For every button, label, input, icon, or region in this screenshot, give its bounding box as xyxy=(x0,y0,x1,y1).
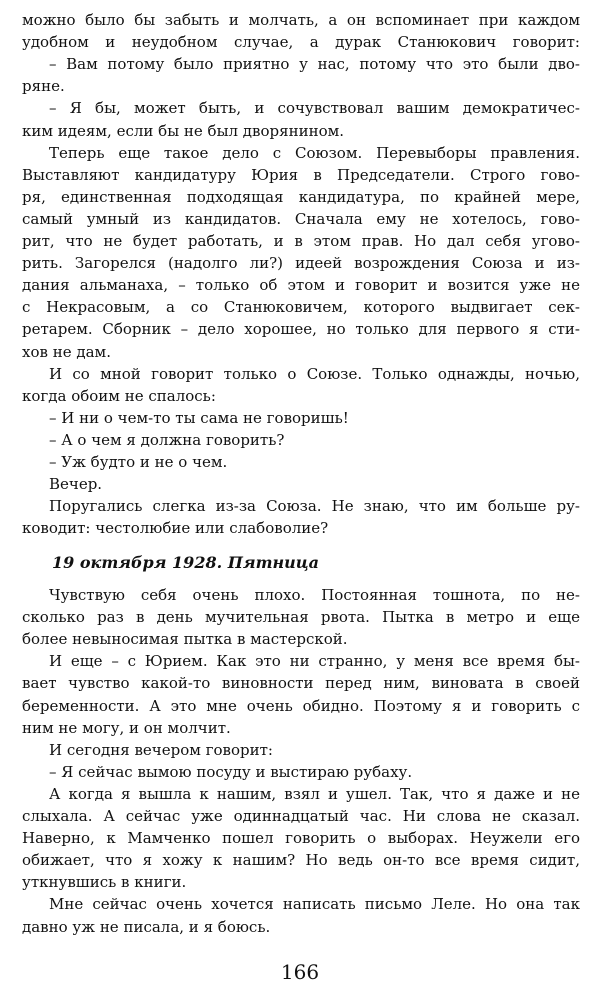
text-line: ретарем. Сборник – дело хорошее, но только для первого я сти- xyxy=(22,320,580,339)
text-line: Теперь еще такое дело с Союзом. Перевыборы правления. xyxy=(49,143,580,162)
text-line: беременности. А это мне очень обидно. Поэтому я и говорить с xyxy=(22,696,580,715)
text-line: дания альманаха, – только об этом и говорит и возится уже не xyxy=(22,276,580,295)
text-line: ряне. xyxy=(22,77,65,96)
text-line: Поругались слегка из-за Союза. Не знаю, что им больше ру- xyxy=(49,497,580,516)
text-line: – Вам потому было приятно у нас, потому что это были дво- xyxy=(49,55,580,74)
text-line: И со мной говорит только о Союзе. Только однажды, ночью, xyxy=(49,364,580,383)
text-line: давно уж не писала, и я боюсь. xyxy=(22,917,271,936)
text-line: ним не могу, и он молчит. xyxy=(22,718,231,737)
text-line: когда обоим не спалось: xyxy=(22,386,216,405)
text-line: И сегодня вечером говорит: xyxy=(49,740,273,759)
text-line: рит, что не будет работать, и в этом прав. Но дал себя угово- xyxy=(22,232,580,250)
date-heading: 19 октября 1928. Пятница xyxy=(52,553,320,572)
text-line: более невыносимая пытка в мастерской. xyxy=(22,630,348,649)
text-line: ководит: честолюбие или слабоволие? xyxy=(22,519,329,538)
text-line: ким идеям, если бы не был дворянином. xyxy=(22,121,345,140)
text-line: хов не дам. xyxy=(22,342,111,361)
text-line: удобном и неудобном случае, а дурак Станюкович говорит: xyxy=(22,33,580,52)
text-line: Мне сейчас очень хочется написать письмо Леле. Но она так xyxy=(49,895,580,914)
text-line: А когда я вышла к нашим, взял и ушел. Так, что я даже и не xyxy=(49,784,580,803)
text-line: – Уж будто и не о чем. xyxy=(49,453,228,471)
text-line: – А о чем я должна говорить? xyxy=(49,430,285,449)
text-line: вает чувство какой-то виновности перед ним, виновата в своей xyxy=(22,674,580,693)
text-line: можно было бы забыть и молчать, а он вспоминает при каждом xyxy=(22,11,580,29)
text-line: слыхала. А сейчас уже одиннадцатый час. Ни слова не сказал. xyxy=(22,807,580,825)
text-line: обижает, что я хожу к нашим? Но ведь он-то все время сидит, xyxy=(22,851,580,870)
text-line: – Я бы, может быть, и сочувствовал вашим демократичес- xyxy=(49,99,580,118)
text-line: сколько раз в день мучительная рвота. Пытка в метро и еще xyxy=(22,608,580,627)
text-line: И еще – с Юрием. Как это ни странно, у меня все время бы- xyxy=(49,652,580,671)
text-line: самый умный из кандидатов. Сначала ему не хотелось, гово- xyxy=(22,209,580,228)
text-line: рить. Загорелся (надолго ли?) идеей возрождения Союза и из- xyxy=(22,254,580,273)
text-line: уткнувшись в книги. xyxy=(22,873,187,892)
text-line: – Я сейчас вымою посуду и выстираю рубаху. xyxy=(49,762,413,781)
text-line: с Некрасовым, а со Станюковичем, которого выдвигает сек- xyxy=(22,298,580,317)
text-line: ря, единственная подходящая кандидатура, по крайней мере, xyxy=(22,187,580,206)
page-number: 166 xyxy=(280,960,320,984)
text-line: – И ни о чем-то ты сама не говоришь! xyxy=(49,408,349,427)
text-line: Чувствую себя очень плохо. Постоянная тошнота, по не- xyxy=(49,586,580,604)
text-line: Выставляют кандидатуру Юрия в Председатели. Строго гово- xyxy=(22,165,580,184)
text-line: Вечер. xyxy=(49,475,103,494)
text-line: Наверно, к Мамченко пошел говорить о выборах. Неужели его xyxy=(22,829,580,848)
